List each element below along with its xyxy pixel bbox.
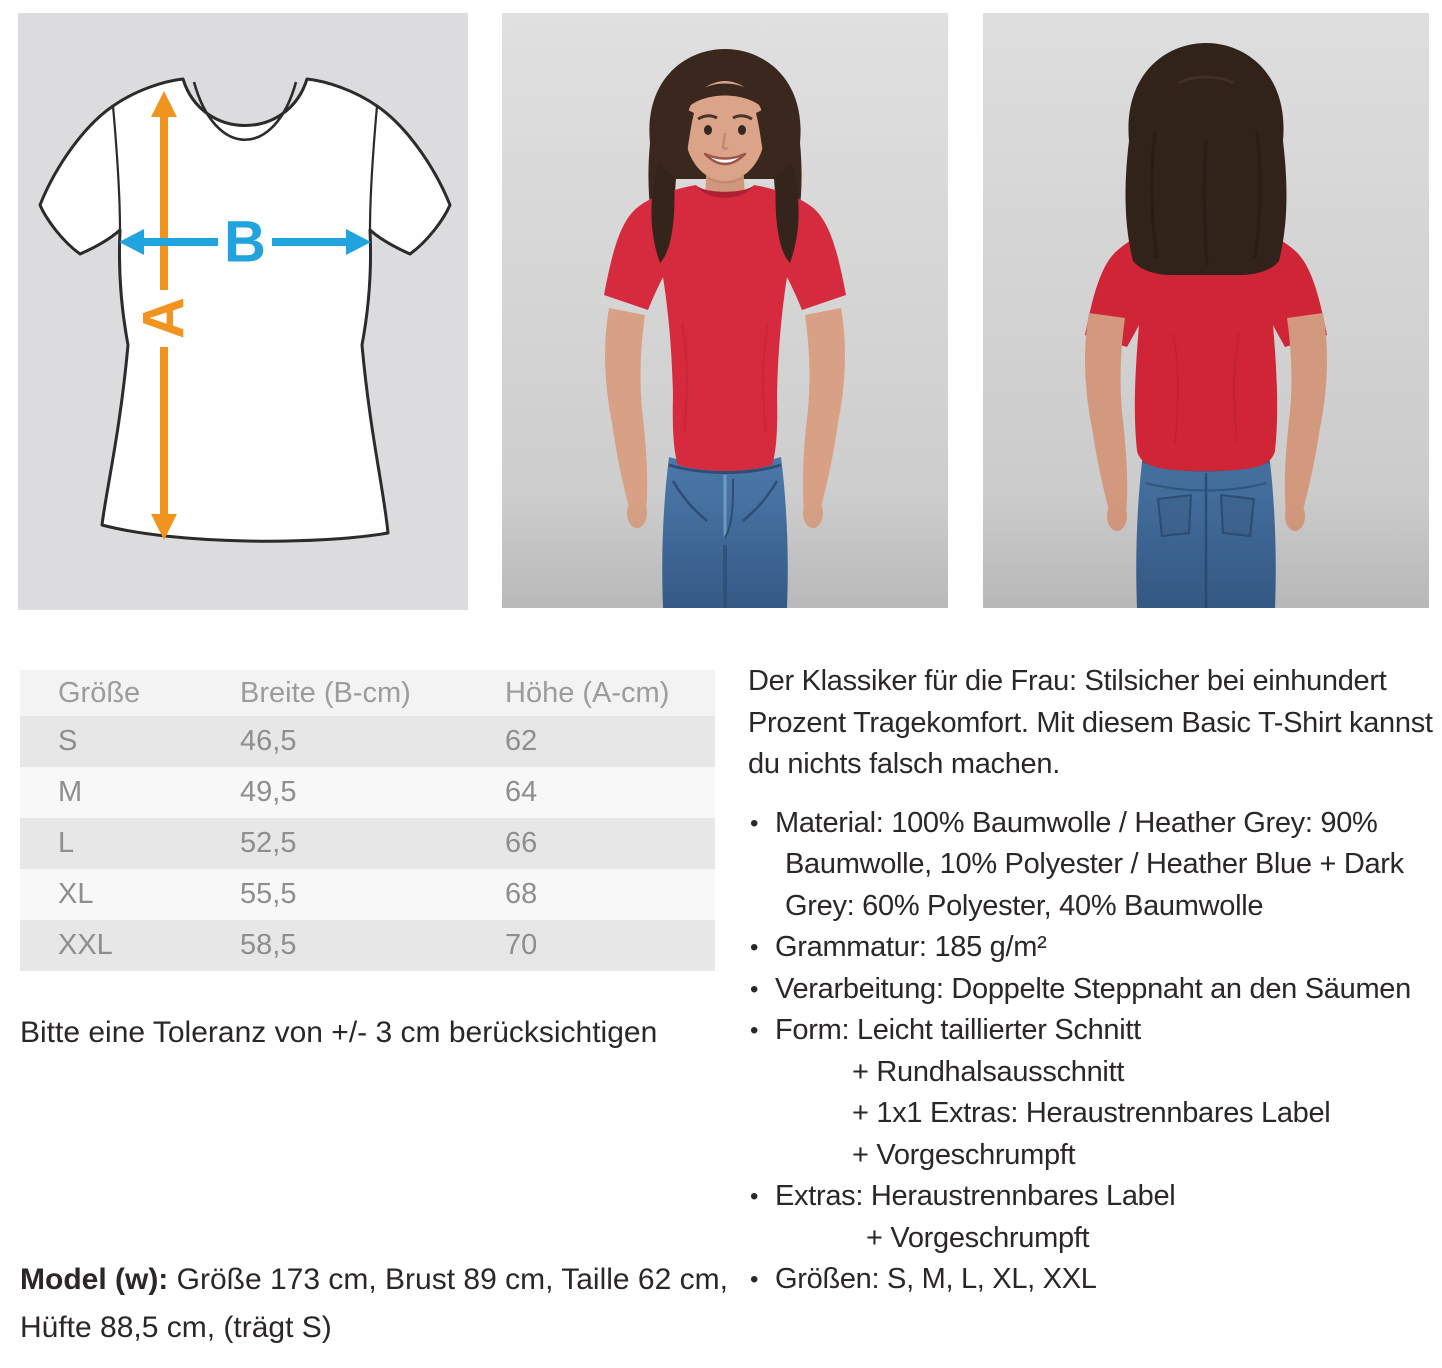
width-cell: 55,5: [240, 878, 297, 910]
model-front-photo: [502, 13, 948, 608]
height-cell: 70: [505, 929, 538, 961]
bullet-groessen: • Größen: S, M, L, XL, XXL: [748, 1259, 1442, 1301]
width-cell: 49,5: [240, 776, 297, 808]
left-eye: [704, 125, 712, 135]
model-back-illustration: [983, 13, 1429, 608]
model-measurements: [20, 1256, 734, 1352]
bullet-extras: • Extras: Heraustrennbares Label: [748, 1176, 1442, 1218]
bullet-material-cont: Grey: 60% Polyester, 40% Baumwolle: [785, 889, 1264, 922]
size-diagram-image: [18, 13, 468, 610]
description-line: Prozent Tragekomfort. Mit diesem Basic T-Shirt kannst: [748, 706, 1433, 739]
height-cell: 64: [505, 776, 538, 808]
description-line: du nichts falsch machen.: [748, 748, 1060, 780]
model-back-photo: [983, 13, 1429, 608]
table-row: [20, 869, 715, 920]
width-cell: 58,5: [240, 929, 297, 961]
size-cell: S: [58, 725, 78, 757]
column-header-width: Breite (B-cm): [240, 676, 411, 709]
tshirt-measurement-diagram: [18, 13, 468, 610]
table-row: [20, 716, 715, 767]
form-sub-item: + Rundhalsausschnitt: [852, 1055, 1125, 1088]
extras-sub-item: + Vorgeschrumpft: [866, 1221, 1090, 1254]
right-eye: [738, 125, 746, 135]
column-header-height: Höhe (A-cm): [505, 676, 670, 709]
width-label: B: [224, 209, 266, 275]
description-line: Der Klassiker für die Frau: Stilsicher bei einhundert: [748, 665, 1387, 697]
table-row: [20, 767, 715, 818]
form-sub-item: + 1x1 Extras: Heraustrennbares Label: [852, 1097, 1331, 1129]
width-cell: 46,5: [240, 725, 297, 757]
height-cell: 62: [505, 725, 538, 757]
size-cell: L: [58, 827, 75, 859]
product-description: [748, 661, 1442, 1301]
form-sub-item: + Vorgeschrumpft: [852, 1138, 1076, 1171]
column-header-size: Größe: [58, 676, 141, 709]
height-cell: 68: [505, 878, 538, 910]
size-table-header: [20, 670, 715, 716]
size-cell: XL: [58, 878, 94, 910]
tolerance-note: Bitte eine Toleranz von +/- 3 cm berücksichtigen: [20, 1016, 658, 1049]
bullet-material: • Material: 100% Baumwolle / Heather Grey: 90%: [748, 803, 1442, 845]
size-table: [20, 670, 715, 971]
bullet-grammatur: • Grammatur: 185 g/m²: [748, 927, 1442, 969]
model-front-illustration: [502, 13, 948, 608]
size-cell: XXL: [58, 929, 113, 961]
height-label: A: [131, 297, 197, 339]
bullet-form: • Form: Leicht taillierter Schnitt: [748, 1010, 1442, 1052]
model-label: Model (w):: [20, 1263, 169, 1296]
model-measurements-text: Größe 173 cm, Brust 89 cm, Taille 62 cm, Hüfte 88,5 cm, (trägt S): [20, 1263, 728, 1344]
size-cell: M: [58, 776, 83, 808]
bullet-verarbeitung: • Verarbeitung: Doppelte Steppnaht an den Säumen: [748, 969, 1442, 1011]
table-row: [20, 818, 715, 869]
description-spacer: [748, 786, 1442, 803]
height-cell: 66: [505, 827, 538, 859]
table-row: [20, 920, 715, 971]
width-cell: 52,5: [240, 827, 297, 859]
bullet-material-cont: Baumwolle, 10% Polyester / Heather Blue + Dark: [785, 848, 1404, 880]
